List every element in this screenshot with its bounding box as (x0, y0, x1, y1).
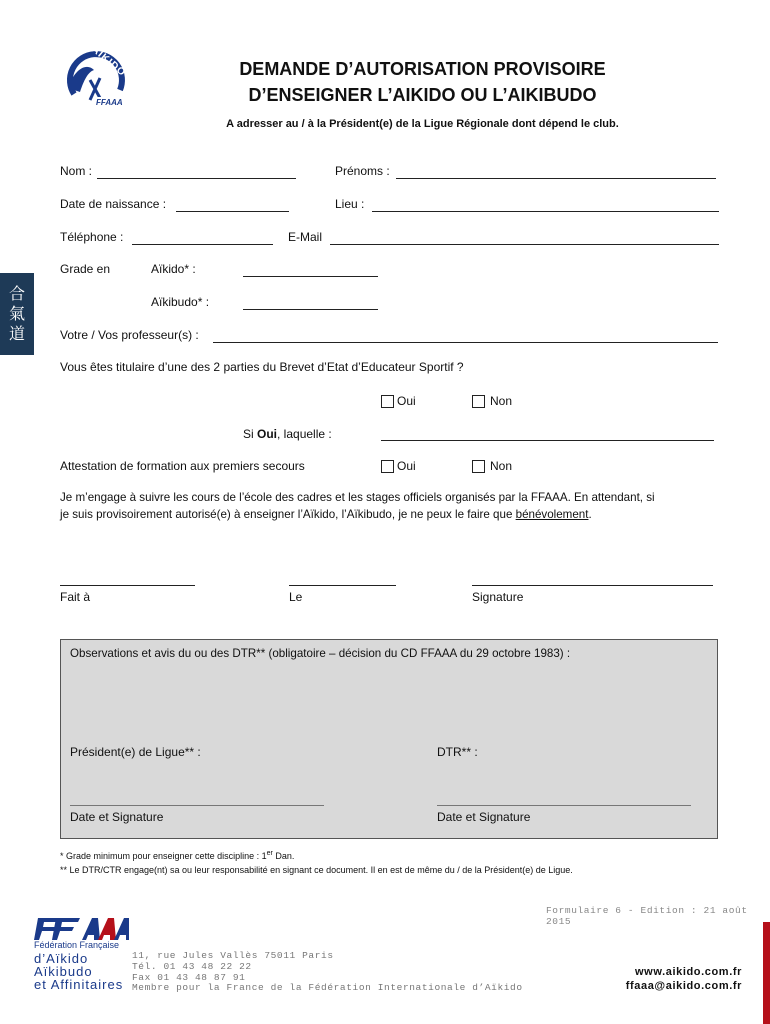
dtr-signature-field[interactable] (437, 805, 691, 806)
aikido-label: Aïkido* : (151, 262, 196, 276)
ffaaa-logo (34, 916, 129, 942)
aikido-grade-field[interactable] (243, 276, 378, 277)
brevet-non-checkbox[interactable] (472, 395, 485, 408)
page-title-line2: D’ENSEIGNER L’AIKIDO OU L’AIKIBUDO (248, 85, 597, 105)
logo-ffaaa-text: FFAAA (96, 98, 123, 107)
secours-oui-checkbox[interactable] (381, 460, 394, 473)
naissance-field[interactable] (176, 211, 289, 212)
aikido-kanji-sidebar (0, 273, 34, 355)
aikibudo-grade-field[interactable] (243, 309, 378, 310)
observations-box (60, 639, 718, 839)
president-label: Président(e) de Ligue** : (70, 745, 201, 759)
naissance-label: Date de naissance : (60, 197, 167, 211)
lieu-label: Lieu : (335, 197, 365, 211)
le-label: Le (289, 590, 303, 604)
note-grade-minimum (60, 850, 294, 861)
address-line2: Tél. 01 43 48 22 22 (132, 961, 252, 972)
brevet-oui-label: Oui (397, 394, 416, 408)
org-line3: et Affinitaires (34, 977, 124, 992)
email-field[interactable] (330, 244, 719, 245)
nom-label: Nom : (60, 164, 93, 178)
website-link[interactable]: www.aikido.com.fr (635, 966, 742, 978)
engagement-line1: Je m’engage à suivre les cours de l’école des cadres et les stages officiels organisés par la FFAAA. En attendant, si (60, 491, 655, 504)
contact-email-link[interactable]: ffaaa@aikido.com.fr (625, 980, 742, 992)
prenoms-field[interactable] (396, 178, 716, 179)
professeurs-field[interactable] (213, 342, 718, 343)
si-suffix: , laquelle : (277, 427, 332, 441)
dtr-date-signature: Date et Signature (437, 810, 531, 824)
dtr-label: DTR** : (437, 745, 478, 759)
observations-title: Observations et avis du ou des DTR** (obligatoire – décision du CD FFAAA du 29 octobre 1983) : (70, 647, 571, 660)
federation-label: Fédération Française (34, 940, 120, 950)
note1-text: * Grade minimum pour enseigner cette discipline : 1 (60, 851, 267, 861)
kanji-ki: 氣 (8, 304, 25, 323)
secours-non-checkbox[interactable] (472, 460, 485, 473)
note1-sup: er (266, 850, 273, 857)
kanji-do: 道 (8, 324, 25, 343)
brevet-question: Vous êtes titulaire d’une des 2 parties du Brevet d’Etat d’Educateur Sportif ? (60, 360, 464, 374)
org-line1: d’Aïkido (34, 951, 89, 966)
note-dtr-responsabilite: ** Le DTR/CTR engage(nt) sa ou leur responsabilité en signant ce document. Il en est de même du / de la Président(e) de Ligue. (60, 865, 573, 875)
red-accent-bar (763, 922, 770, 1024)
president-date-signature: Date et Signature (70, 810, 164, 824)
telephone-field[interactable] (132, 244, 273, 245)
kanji-ai: 合 (8, 284, 25, 303)
grade-label: Grade en (60, 262, 111, 276)
org-line2: Aïkibudo (34, 964, 93, 979)
formulaire-edition: Formulaire 6 - Edition : 21 août 2015 (546, 905, 748, 927)
email-label: E-Mail (288, 230, 323, 244)
address-line4: Membre pour la France de la Fédération Internationale d’Aïkido (132, 982, 523, 993)
note1-suffix: Dan. (272, 851, 295, 861)
laquelle-field[interactable] (381, 440, 714, 441)
si-oui-bold: Oui (257, 427, 278, 441)
fait-a-label: Fait à (60, 590, 91, 604)
telephone-label: Téléphone : (60, 230, 124, 244)
address-line3: Fax 01 43 48 87 91 (132, 972, 246, 983)
secours-non-label: Non (490, 459, 513, 473)
lieu-field[interactable] (372, 211, 719, 212)
professeurs-label: Votre / Vos professeur(s) : (60, 328, 199, 342)
si-prefix: Si (243, 427, 258, 441)
nom-field[interactable] (97, 178, 296, 179)
brevet-oui-checkbox[interactable] (381, 395, 394, 408)
secours-label: Attestation de formation aux premiers secours (60, 459, 305, 473)
fait-a-field[interactable] (60, 585, 195, 586)
page-title-line1: DEMANDE D’AUTORISATION PROVISOIRE (239, 59, 606, 79)
prenoms-label: Prénoms : (335, 164, 390, 178)
brevet-non-label: Non (490, 394, 513, 408)
secours-oui-label: Oui (397, 459, 416, 473)
si-oui-label (243, 427, 332, 441)
page-subtitle: A adresser au / à la Président(e) de la Ligue Régionale dont dépend le club. (226, 118, 619, 130)
aikibudo-label: Aïkibudo* : (151, 295, 210, 309)
signature-field[interactable] (472, 585, 713, 586)
engagement-text: je suis provisoirement autorisé(e) à enseigner l’Aïkido, l’Aïkibudo, je ne peux le faire que (60, 508, 516, 521)
signature-label: Signature (472, 590, 524, 604)
engagement-end: . (588, 508, 592, 521)
engagement-benevolement: bénévolement (515, 508, 589, 521)
engagement-line2 (60, 508, 592, 521)
logo-text: AIKIDO (89, 44, 128, 79)
address-line1: 11, rue Jules Vallès 75011 Paris (132, 950, 334, 961)
le-field[interactable] (289, 585, 396, 586)
president-signature-field[interactable] (70, 805, 324, 806)
